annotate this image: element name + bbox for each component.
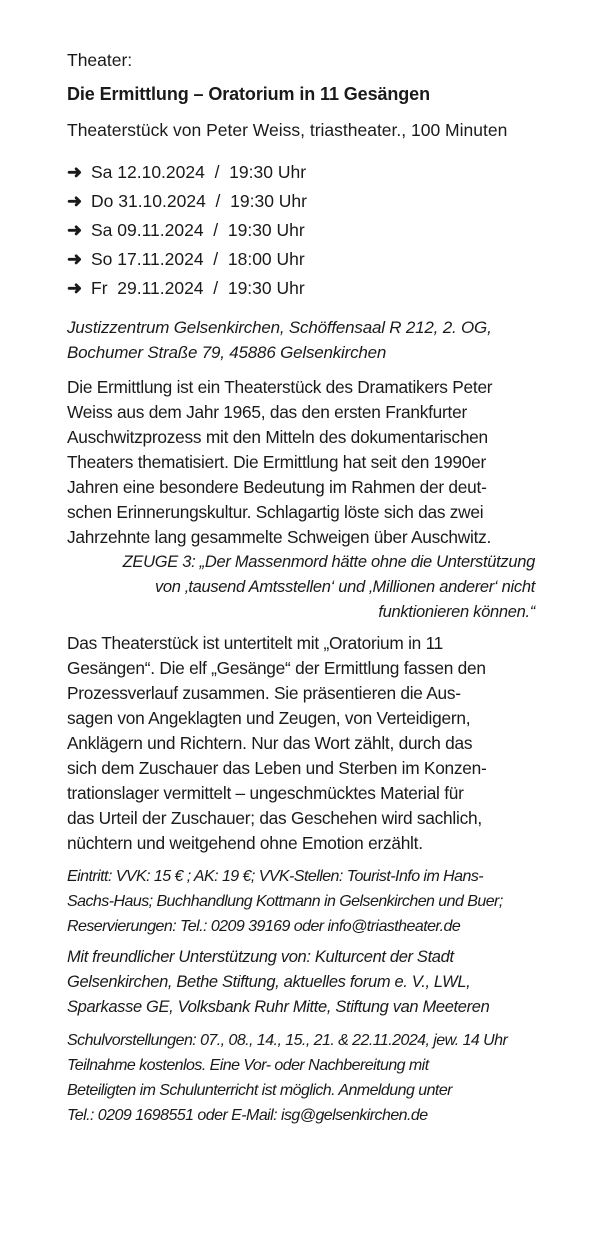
venue-address	[67, 315, 535, 365]
ticket-info	[67, 864, 535, 939]
text-line: Theaters thematisiert. Die Ermittlung hat seit den 1990er	[67, 452, 486, 472]
arrow-right-icon: ➜	[67, 278, 83, 298]
text-line: Prozessverlauf zusammen. Sie präsentieren die Aus-	[67, 683, 461, 703]
date-text: Sa 12.10.2024 / 19:30 Uhr	[91, 162, 307, 182]
sponsor-info	[67, 945, 535, 1020]
date-item	[67, 274, 535, 303]
text-line: sagen von Angeklagten und Zeugen, von Verteidigern,	[67, 708, 471, 728]
arrow-right-icon: ➜	[67, 220, 83, 240]
sponsor-line: Sparkasse GE, Volksbank Ruhr Mitte, Stiftung van Meeteren	[67, 998, 490, 1016]
venue-line: Justizzentrum Gelsenkirchen, Schöffensaal R 212, 2. OG,	[67, 318, 492, 337]
performance-dates	[67, 158, 535, 303]
text-line: Gesängen“. Die elf „Gesänge“ der Ermittlung fassen den	[67, 658, 486, 678]
venue-line: Bochumer Straße 79, 45886 Gelsenkirchen	[67, 343, 387, 362]
category-label: Theater:	[67, 50, 133, 70]
school-performance-info	[67, 1028, 535, 1128]
date-item	[67, 158, 535, 187]
sponsor-line: Mit freundlicher Unterstützung von: Kulturcent der Stadt	[67, 948, 454, 966]
arrow-right-icon: ➜	[67, 191, 83, 211]
description-paragraph	[67, 375, 535, 550]
date-text: Sa 09.11.2024 / 19:30 Uhr	[91, 220, 305, 240]
school-line: Schulvorstellungen: 07., 08., 14., 15., 21. & 22.11.2024, jew. 14 Uhr	[67, 1032, 508, 1049]
event-listing	[67, 46, 535, 1128]
quote-line: ZEUGE 3: „Der Massenmord hätte ohne die Unterstützung	[122, 553, 535, 571]
text-line: Die Ermittlung ist ein Theaterstück des Dramatikers Peter	[67, 377, 493, 397]
date-item	[67, 187, 535, 216]
text-line: Anklägern und Richtern. Nur das Wort zählt, durch das	[67, 733, 473, 753]
date-item	[67, 216, 535, 245]
arrow-right-icon: ➜	[67, 249, 83, 269]
quote-line: funktionieren können.“	[378, 603, 535, 621]
date-text: So 17.11.2024 / 18:00 Uhr	[91, 249, 305, 269]
sponsor-line: Gelsenkirchen, Bethe Stiftung, aktuelles forum e. V., LWL,	[67, 973, 471, 991]
event-title: Die Ermittlung – Oratorium in 11 Gesängen	[67, 84, 430, 104]
quote-line: von ‚tausend Amtsstellen‘ und ‚Millionen anderer‘ nicht	[154, 578, 535, 596]
arrow-right-icon: ➜	[67, 162, 83, 182]
date-text: Do 31.10.2024 / 19:30 Uhr	[91, 191, 307, 211]
ticket-line: Reservierungen: Tel.: 0209 39169 oder info@triastheater.de	[67, 918, 461, 935]
text-line: nüchtern und weitgehend ohne Emotion erzählt.	[67, 833, 423, 853]
school-line: Teilnahme kostenlos. Eine Vor- oder Nachbereitung mit	[67, 1057, 429, 1074]
description-paragraph	[67, 631, 535, 856]
text-line: schen Erinnerungskultur. Schlagartig löste sich das zwei	[67, 502, 484, 522]
date-text: Fr 29.11.2024 / 19:30 Uhr	[91, 278, 305, 298]
event-subtitle: Theaterstück von Peter Weiss, triastheater., 100 Minuten	[67, 120, 508, 140]
witness-quote	[67, 550, 535, 625]
date-item	[67, 245, 535, 274]
text-line: trationslager vermittelt – ungeschmücktes Material für	[67, 783, 464, 803]
text-line: sich dem Zuschauer das Leben und Sterben im Konzen-	[67, 758, 487, 778]
school-line: Beteiligten im Schulunterricht ist möglich. Anmeldung unter	[67, 1082, 452, 1099]
text-line: Weiss aus dem Jahr 1965, das den ersten Frankfurter	[67, 402, 467, 422]
ticket-line: Eintritt: VVK: 15 € ; AK: 19 €; VVK-Stellen: Tourist-Info im Hans-	[67, 868, 484, 885]
text-line: Jahren eine besondere Bedeutung im Rahmen der deut-	[67, 477, 487, 497]
text-line: Auschwitzprozess mit den Mitteln des dokumentarischen	[67, 427, 488, 447]
ticket-line: Sachs-Haus; Buchhandlung Kottmann in Gelsenkirchen und Buer;	[67, 893, 503, 910]
text-line: Jahrzehnte lang gesammelte Schweigen über Auschwitz.	[67, 527, 492, 547]
text-line: Das Theaterstück ist untertitelt mit „Oratorium in 11	[67, 633, 444, 653]
school-line: Tel.: 0209 1698551 oder E-Mail: isg@gelsenkirchen.de	[67, 1107, 428, 1124]
text-line: das Urteil der Zuschauer; das Geschehen wird sachlich,	[67, 808, 482, 828]
